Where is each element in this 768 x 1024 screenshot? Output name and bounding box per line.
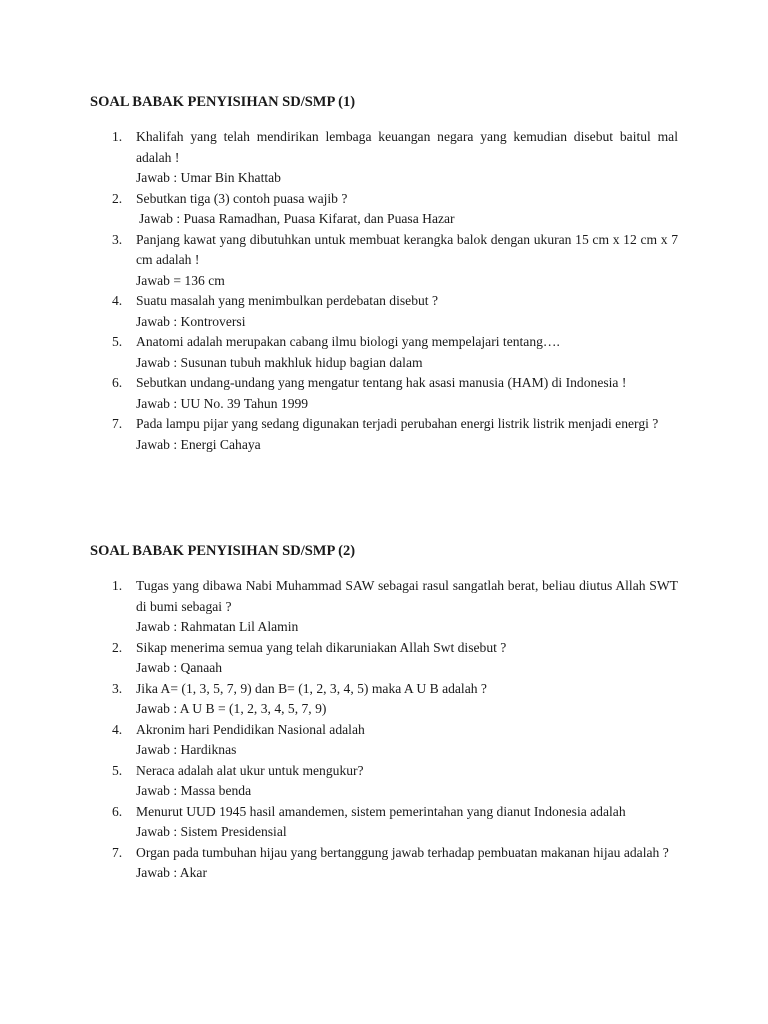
item-number: 1.	[112, 578, 123, 593]
item-number: 7.	[112, 416, 123, 431]
question-text: Jika A= (1, 3, 5, 7, 9) dan B= (1, 2, 3, 4, 5) maka A U B adalah ?	[136, 680, 487, 696]
answer-text: Jawab : A U B = (1, 2, 3, 4, 5, 7, 9)	[136, 701, 327, 716]
answer-text: Jawab : Akar	[136, 865, 207, 880]
answer-text: Jawab = 136 cm	[136, 272, 225, 288]
section-1	[90, 92, 678, 455]
question-text: Menurut UUD 1945 hasil amandemen, sistem pemerintahan yang dianut Indonesia adalah	[136, 803, 626, 819]
question-text: Sebutkan undang-undang yang mengatur tentang hak asasi manusia (HAM) di Indonesia !	[136, 375, 627, 390]
item-number: 5.	[112, 334, 123, 349]
answer-text: Jawab : Susunan tubuh makhluk hidup bagian dalam	[136, 354, 423, 370]
question-text: Organ pada tumbuhan hijau yang bertanggung jawab terhadap pembuatan makanan hijau adalah ?	[136, 844, 669, 860]
list-item	[90, 761, 678, 802]
list-item	[90, 414, 678, 455]
section-title: SOAL BABAK PENYISIHAN SD/SMP (2)	[90, 543, 356, 559]
item-number: 3.	[112, 680, 123, 696]
answer-text: Jawab : Kontroversi	[136, 313, 246, 329]
question-list	[90, 576, 678, 884]
question-text: Sebutkan tiga (3) contoh puasa wajib ?	[136, 190, 348, 206]
item-number: 7.	[112, 844, 123, 860]
section-2	[90, 541, 678, 884]
question-list	[90, 127, 678, 455]
list-item	[90, 802, 678, 843]
answer-text: Jawab : Massa benda	[136, 783, 252, 798]
question-text: Khalifah yang telah mendirikan lembaga keuangan negara yang kemudian disebut baitul mal adalah !	[136, 129, 678, 165]
item-number: 5.	[112, 762, 123, 778]
question-text: Pada lampu pijar yang sedang digunakan terjadi perubahan energi listrik listrik menjadi energi ?	[136, 416, 659, 431]
item-number: 6.	[112, 375, 123, 390]
question-text: Neraca adalah alat ukur untuk mengukur?	[136, 762, 364, 778]
question-text: Suatu masalah yang menimbulkan perdebatan disebut ?	[136, 293, 438, 308]
section-title: SOAL BABAK PENYISIHAN SD/SMP (1)	[90, 94, 356, 110]
answer-text: Jawab : Sistem Presidensial	[136, 824, 287, 839]
list-item	[90, 679, 678, 720]
list-item	[90, 291, 678, 332]
question-text: Anatomi adalah merupakan cabang ilmu biologi yang mempelajari tentang….	[136, 334, 560, 349]
item-number: 2.	[112, 639, 123, 655]
answer-text: Jawab : UU No. 39 Tahun 1999	[136, 395, 309, 411]
list-item	[90, 127, 678, 189]
list-item	[90, 373, 678, 414]
item-number: 4.	[112, 293, 123, 308]
question-text: Tugas yang dibawa Nabi Muhammad SAW sebagai rasul sangatlah berat, beliau diutus Allah SWT di bumi sebagai ?	[136, 578, 678, 614]
answer-text: Jawab : Rahmatan Lil Alamin	[136, 619, 299, 634]
list-item	[90, 843, 678, 884]
answer-text: Jawab : Energi Cahaya	[136, 436, 261, 452]
list-item	[90, 576, 678, 638]
item-number: 6.	[112, 803, 123, 819]
question-text: Akronim hari Pendidikan Nasional adalah	[136, 721, 365, 737]
item-number: 4.	[112, 721, 123, 737]
list-item	[90, 720, 678, 761]
answer-text: Jawab : Qanaah	[136, 660, 223, 675]
list-item	[90, 230, 678, 292]
list-item	[90, 638, 678, 679]
question-text: Panjang kawat yang dibutuhkan untuk membuat kerangka balok dengan ukuran 15 cm x 12 cm x 7 cm adalah !	[136, 231, 678, 267]
answer-text: Jawab : Hardiknas	[136, 742, 237, 757]
item-number: 3.	[112, 231, 123, 247]
item-number: 2.	[112, 190, 123, 206]
list-item	[90, 332, 678, 373]
list-item	[90, 189, 678, 230]
answer-text: Jawab : Puasa Ramadhan, Puasa Kifarat, dan Puasa Hazar	[139, 211, 455, 226]
item-number: 1.	[112, 129, 123, 144]
question-text: Sikap menerima semua yang telah dikaruniakan Allah Swt disebut ?	[136, 639, 507, 655]
answer-text: Jawab : Umar Bin Khattab	[136, 170, 281, 185]
